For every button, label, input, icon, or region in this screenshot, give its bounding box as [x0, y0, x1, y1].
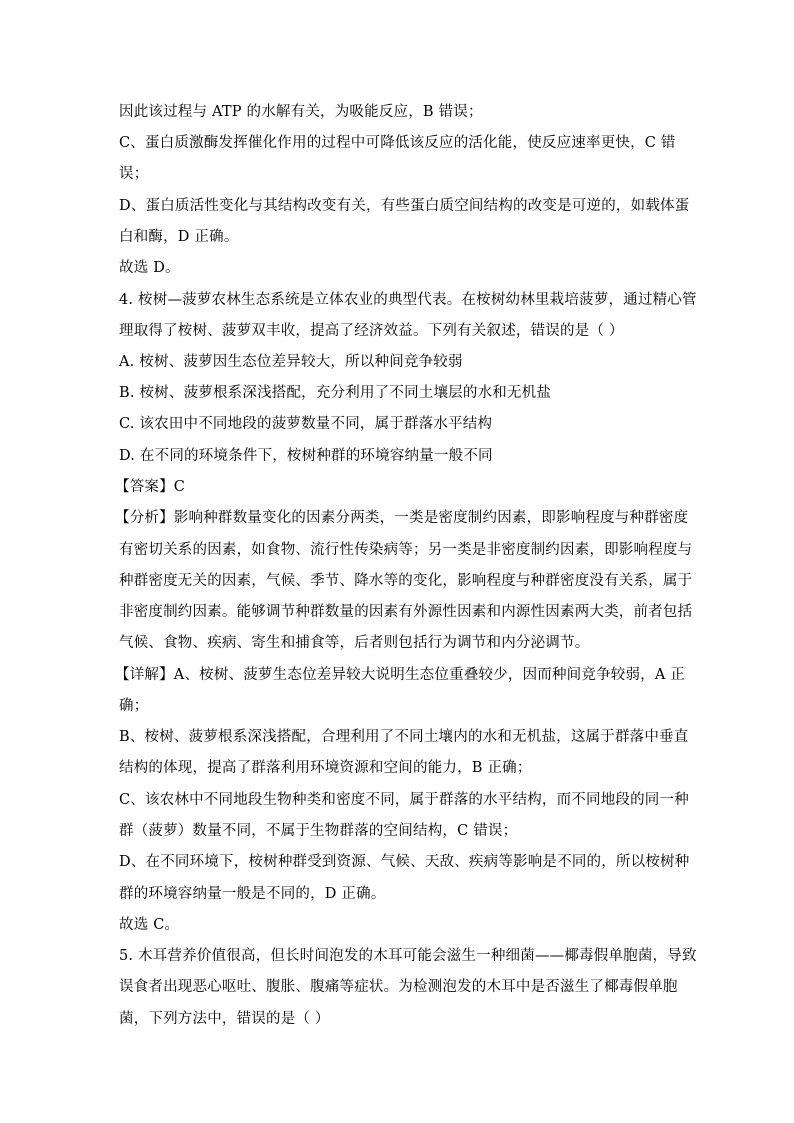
question-5-stem: 菌，下列方法中，错误的是（ ） [119, 1011, 330, 1027]
question-5-stem: 误食者出现恶心呕吐、腹胀、腹痛等症状。为检测泡发的木耳中是否滋生了椰毒假单胞 [119, 979, 678, 995]
text-line: D、在不同环境下，桉树种群受到资源、气候、天敌、疾病等影响是不同的，所以桉树种 [119, 854, 690, 870]
question-4-stem: 4. 桉树—菠萝农林生态系统是立体农业的典型代表。在桉树幼林里栽培菠萝，通过精心管 [119, 292, 697, 308]
text-line: 误； [119, 166, 149, 182]
text-line: 确； [119, 698, 149, 714]
text-line: 非密度制约因素。能够调节种群数量的因素有外源性因素和内源性因素两大类，前者包括 [119, 604, 693, 620]
text-line: 白和酶，D 正确。 [119, 229, 239, 245]
question-4-stem: 理取得了桉树、菠萝双丰收，提高了经济效益。下列有关叙述，错误的是（ ） [119, 323, 624, 339]
analysis-line: 【分析】影响种群数量变化的因素分两类，一类是密度制约因素，即影响程度与种群密度 [115, 510, 689, 526]
question-5-stem: 5. 木耳营养价值很高，但长时间泡发的木耳可能会滋生一种细菌——椰毒假单胞菌，导致 [119, 948, 697, 964]
text-line: C、蛋白质激酶发挥催化作用的过程中可降低该反应的活化能，使反应速率更快，C 错 [119, 135, 676, 151]
option-d: D. 在不同的环境条件下，桉树种群的环境容纳量一般不同 [119, 448, 493, 464]
text-line: D、蛋白质活性变化与其结构改变有关，有些蛋白质空间结构的改变是可逆的，如载体蛋 [119, 198, 690, 214]
text-line: 种群密度无关的因素，气候、季节、降水等的变化，影响程度与种群密度没有关系，属于 [119, 573, 693, 589]
option-b: B. 桉树、菠萝根系深浅搭配，充分利用了不同土壤层的水和无机盐 [119, 385, 552, 401]
detail-line: 【详解】A、桉树、菠萝生态位差异较大说明生态位重叠较少，因而种间竞争较弱，A 正 [115, 667, 686, 683]
text-line: 群（菠萝）数量不同，不属于生物群落的空间结构，C 错误； [119, 823, 518, 839]
text-line: C、该农林中不同地段生物种类和密度不同，属于群落的水平结构，而不同地段的同一种 [119, 792, 689, 808]
text-line: B、桉树、菠萝根系深浅搭配，合理利用了不同土壤内的水和无机盐，这属于群落中垂直 [119, 729, 689, 745]
text-line: 故选 C。 [119, 917, 180, 933]
answer-line: 【答案】C [115, 479, 186, 495]
text-line: 群的环境容纳量一般是不同的，D 正确。 [119, 886, 386, 902]
text-line: 因此该过程与 ATP 的水解有关，为吸能反应，B 错误； [119, 104, 483, 120]
text-line: 故选 D。 [119, 260, 180, 276]
option-c: C. 该农田中不同地段的菠萝数量不同，属于群落水平结构 [119, 416, 493, 432]
text-line: 有密切关系的因素，如食物、流行性传染病等；另一类是非密度制约因素，即影响程度与 [119, 542, 693, 558]
text-line: 结构的体现，提高了群落利用环境资源和空间的能力，B 正确； [119, 760, 532, 776]
text-line: 气候、食物、疾病、寄生和捕食等，后者则包括行为调节和内分泌调节。 [119, 635, 590, 651]
option-a: A. 桉树、菠萝因生态位差异较大，所以种间竞争较弱 [119, 354, 463, 370]
